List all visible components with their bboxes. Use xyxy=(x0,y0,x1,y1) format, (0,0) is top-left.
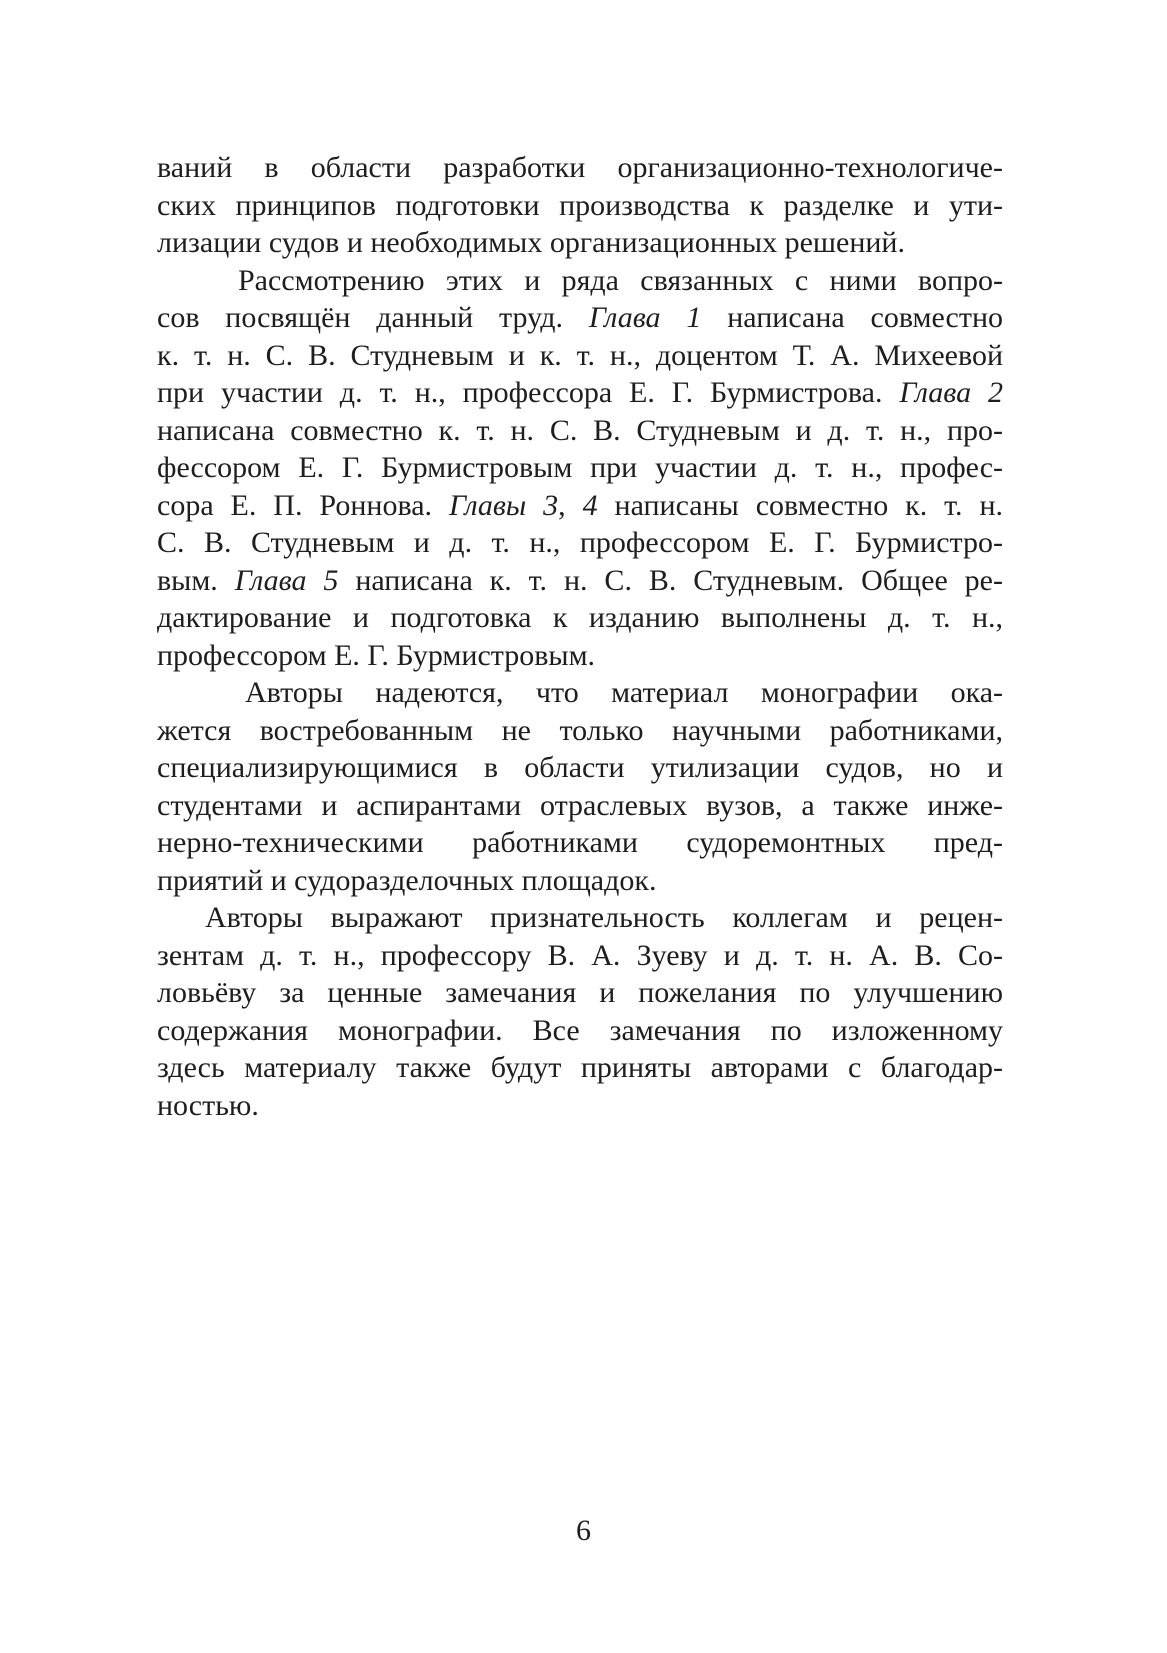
text-run: ваний в области разработки организационно-технологиче- xyxy=(157,151,1003,184)
text-line xyxy=(157,824,1003,862)
text-line xyxy=(157,674,1003,712)
text-line xyxy=(157,562,1003,600)
text-run: написана к. т. н. С. В. Студневым. Общее ре- xyxy=(338,563,1003,597)
text-run: при участии д. т. н., профессора Е. Г. Бурмистрова. xyxy=(157,376,900,409)
text-run: к. т. н. С. В. Студневым и к. т. н., доцентом Т. А. Михеевой xyxy=(157,338,1003,372)
text-run: жется востребованным не только научными работниками, xyxy=(157,713,1003,747)
text-run: приятий и судоразделочных площадок. xyxy=(157,863,657,897)
text-line xyxy=(157,412,1003,450)
text-run: специализирующимися в области утилизации судов, но и xyxy=(157,751,1003,784)
chapter-reference: Глава 2 xyxy=(899,376,1004,409)
text-line xyxy=(157,787,1003,825)
text-line xyxy=(157,937,1003,975)
chapter-reference: Глава 5 xyxy=(234,563,339,597)
text-run: написана совместно xyxy=(701,301,1004,334)
text-line xyxy=(157,974,1003,1012)
text-line xyxy=(157,149,1003,187)
chapter-reference: Глава 1 xyxy=(588,301,702,334)
text-run: студентами и аспирантами отраслевых вузов, а также инже- xyxy=(157,788,1003,822)
text-line xyxy=(157,337,1003,375)
text-run: дактирование и подготовка к изданию выполнены д. т. н., xyxy=(157,601,1003,634)
text-run: вым. xyxy=(157,563,235,597)
text-run: ских принципов подготовки производства к разделке и ути- xyxy=(157,188,1003,222)
text-run: написана совместно к. т. н. С. В. Студневым и д. т. н., про- xyxy=(157,413,1003,447)
text-run: С. В. Студневым и д. т. н., профессором Е. Г. Бурмистро- xyxy=(157,526,1003,559)
text-line xyxy=(157,862,1003,900)
text-line xyxy=(157,524,1003,562)
text-run: лизации судов и необходимых организационных решений. xyxy=(157,226,905,259)
text-line xyxy=(157,899,1003,937)
text-run: содержания монографии. Все замечания по изложенному xyxy=(157,1013,1003,1047)
text-line xyxy=(157,599,1003,637)
text-line xyxy=(157,1087,1003,1125)
text-run: ностью. xyxy=(157,1088,259,1122)
text-line xyxy=(157,224,1003,262)
text-line xyxy=(157,749,1003,787)
text-run: сов посвящён данный труд. xyxy=(157,301,589,334)
text-line xyxy=(157,712,1003,750)
chapter-reference: Главы 3 xyxy=(448,488,559,522)
text-run: фессором Е. Г. Бурмистровым при участии д. т. н., профес- xyxy=(157,451,1003,484)
text-line xyxy=(157,187,1003,225)
text-run: написаны совместно к. т. н. xyxy=(597,488,1003,522)
text-line xyxy=(157,1049,1003,1087)
text-line xyxy=(157,299,1003,337)
text-run: ловьёву за ценные замечания и пожелания по улучшению xyxy=(157,976,1003,1009)
text-run: , xyxy=(558,488,583,522)
text-run: здесь материалу также будут приняты авторами с благодар- xyxy=(157,1051,1003,1084)
text-run: сора Е. П. Роннова. xyxy=(157,488,449,522)
text-run: профессором Е. Г. Бурмистровым. xyxy=(157,638,596,672)
text-run: Авторы выражают признательность коллегам и рецен- xyxy=(205,901,1003,934)
text-run: Авторы надеются, что материал монографии ока- xyxy=(245,676,1003,709)
text-line xyxy=(157,262,1003,300)
text-run: зентам д. т. н., профессору В. А. Зуеву и д. т. н. А. В. Со- xyxy=(157,938,1003,972)
body-text xyxy=(157,149,1003,1124)
text-line xyxy=(157,487,1003,525)
text-run: Рассмотрению этих и ряда связанных с ними вопро- xyxy=(238,263,1003,297)
chapter-reference: 4 xyxy=(582,488,598,522)
text-run: нерно-техническими работниками судоремонтных пред- xyxy=(157,826,1003,859)
page-number: 6 xyxy=(576,1514,591,1547)
text-line xyxy=(157,449,1003,487)
text-line xyxy=(157,374,1003,412)
text-line xyxy=(157,1012,1003,1050)
text-line xyxy=(157,637,1003,675)
